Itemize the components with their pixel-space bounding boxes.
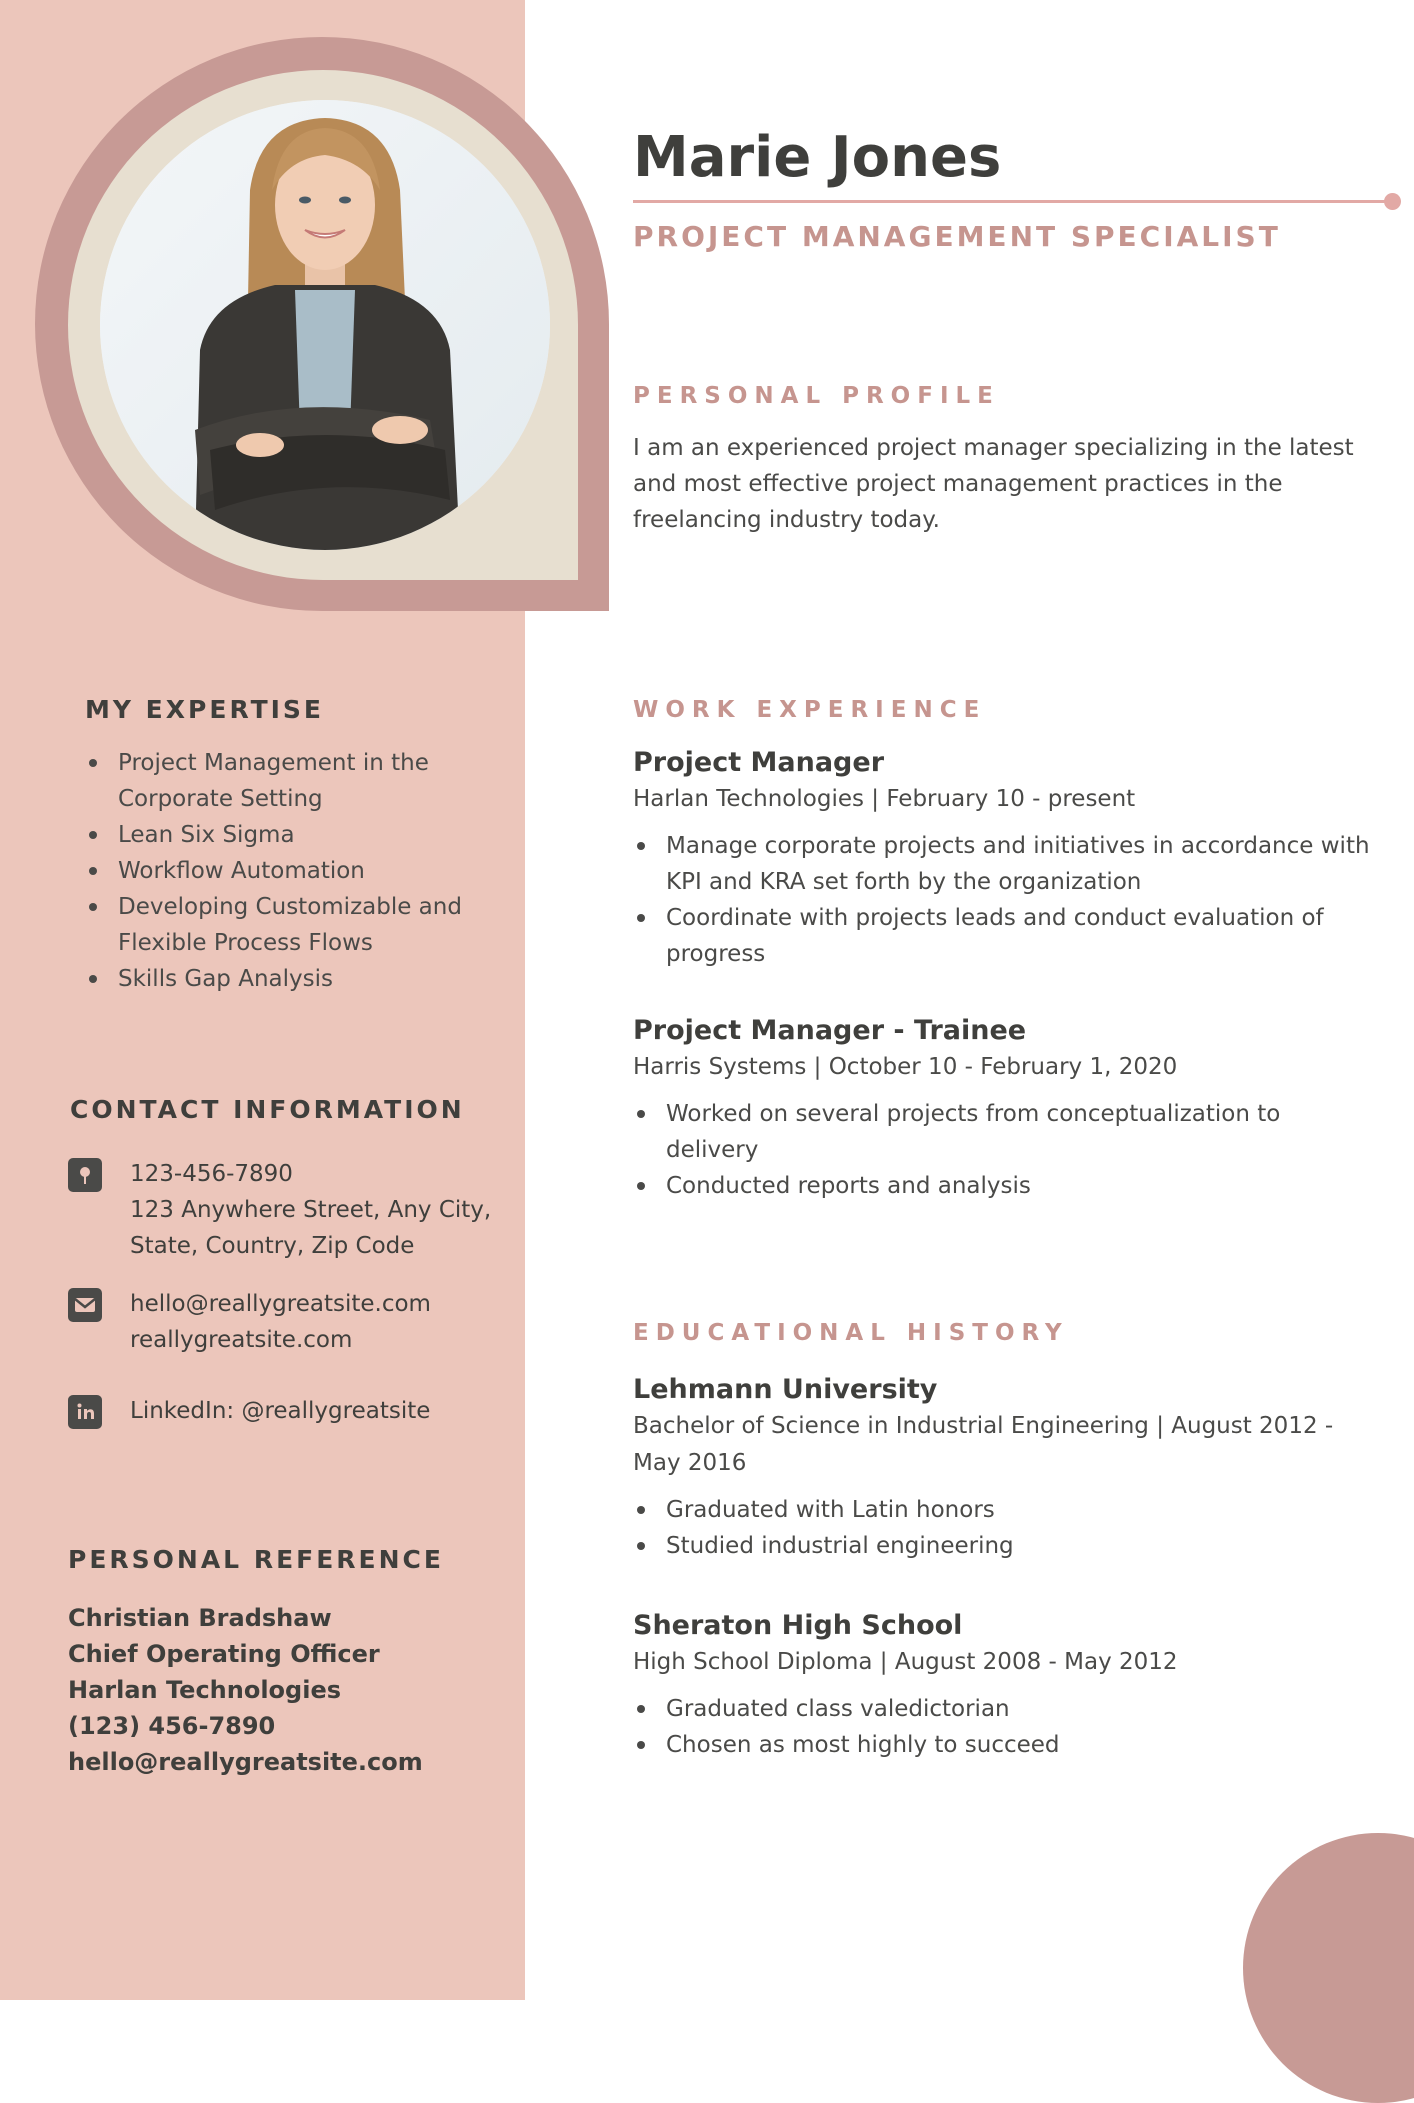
contact-heading: CONTACT INFORMATION (70, 1095, 465, 1124)
phone-number: 123-456-7890 (130, 1161, 293, 1187)
list-item: Developing Customizable and Flexible Process Flows (118, 889, 505, 961)
expertise-heading: MY EXPERTISE (85, 695, 325, 724)
degree-and-dates: Bachelor of Science in Industrial Engineering | August 2012 - May 2016 (633, 1413, 1334, 1476)
reference-heading: PERSONAL REFERENCE (68, 1545, 444, 1574)
decorative-circle (1243, 1833, 1414, 2103)
job-title: PROJECT MANAGEMENT SPECIALIST (633, 220, 1281, 253)
location-pin-icon (68, 1158, 102, 1192)
list-item: Manage corporate projects and initiatives in accordance with KPI and KRA set forth by the organization (666, 828, 1373, 900)
list-item: Graduated class valedictorian (666, 1691, 1373, 1727)
school-name: Sheraton High School (633, 1610, 963, 1641)
profile-text: I am an experienced project manager specializing in the latest and most effective project management practices in the freelancing industry today. (633, 435, 1354, 533)
website[interactable]: reallygreatsite.com (130, 1327, 353, 1353)
reference-name: Christian Bradshaw (68, 1604, 332, 1632)
job-entry-company-dates: Harlan Technologies | February 10 - present (633, 786, 1136, 812)
address-line-1: 123 Anywhere Street, Any City, (130, 1197, 492, 1223)
work-entry (633, 745, 1373, 972)
reference-email[interactable]: hello@reallygreatsite.com (68, 1748, 423, 1776)
linkedin-icon (68, 1395, 102, 1429)
reference-phone: (123) 456-7890 (68, 1712, 276, 1740)
education-entry (633, 1372, 1373, 1564)
list-item: Conducted reports and analysis (666, 1168, 1373, 1204)
list-item: Studied industrial engineering (666, 1528, 1373, 1564)
reference-company: Harlan Technologies (68, 1676, 342, 1704)
education-entry (633, 1608, 1373, 1763)
work-experience-heading: WORK EXPERIENCE (633, 697, 987, 723)
list-item: Worked on several projects from conceptualization to delivery (666, 1096, 1373, 1168)
job-entry-company-dates: Harris Systems | October 10 - February 1, 2020 (633, 1054, 1178, 1080)
school-name: Lehmann University (633, 1374, 938, 1405)
expertise-list (85, 745, 505, 997)
list-item: Lean Six Sigma (118, 817, 505, 853)
profile-photo-illustration (100, 100, 550, 550)
address-line-2: State, Country, Zip Code (130, 1233, 415, 1259)
education-heading: EDUCATIONAL HISTORY (633, 1320, 1069, 1346)
work-entry (633, 1013, 1373, 1204)
list-item: Project Management in the Corporate Setting (118, 745, 505, 817)
profile-photo (100, 100, 550, 550)
list-item: Coordinate with projects leads and conduct evaluation of progress (666, 900, 1373, 972)
job-entry-title: Project Manager - Trainee (633, 1015, 1027, 1046)
profile-heading: PERSONAL PROFILE (633, 383, 1000, 409)
list-item: Graduated with Latin honors (666, 1492, 1373, 1528)
mail-icon (68, 1288, 102, 1322)
candidate-name: Marie Jones (633, 125, 1002, 190)
list-item: Chosen as most highly to succeed (666, 1727, 1373, 1763)
name-divider-line (633, 200, 1390, 203)
linkedin-handle[interactable]: LinkedIn: @reallygreatsite (130, 1398, 431, 1424)
name-divider-dot (1384, 193, 1401, 210)
reference-details (68, 1600, 423, 1780)
list-item: Workflow Automation (118, 853, 505, 889)
degree-and-dates: High School Diploma | August 2008 - May 2012 (633, 1649, 1178, 1675)
job-entry-title: Project Manager (633, 747, 885, 778)
list-item: Skills Gap Analysis (118, 961, 505, 997)
email-address[interactable]: hello@reallygreatsite.com (130, 1291, 431, 1317)
reference-role: Chief Operating Officer (68, 1640, 380, 1668)
